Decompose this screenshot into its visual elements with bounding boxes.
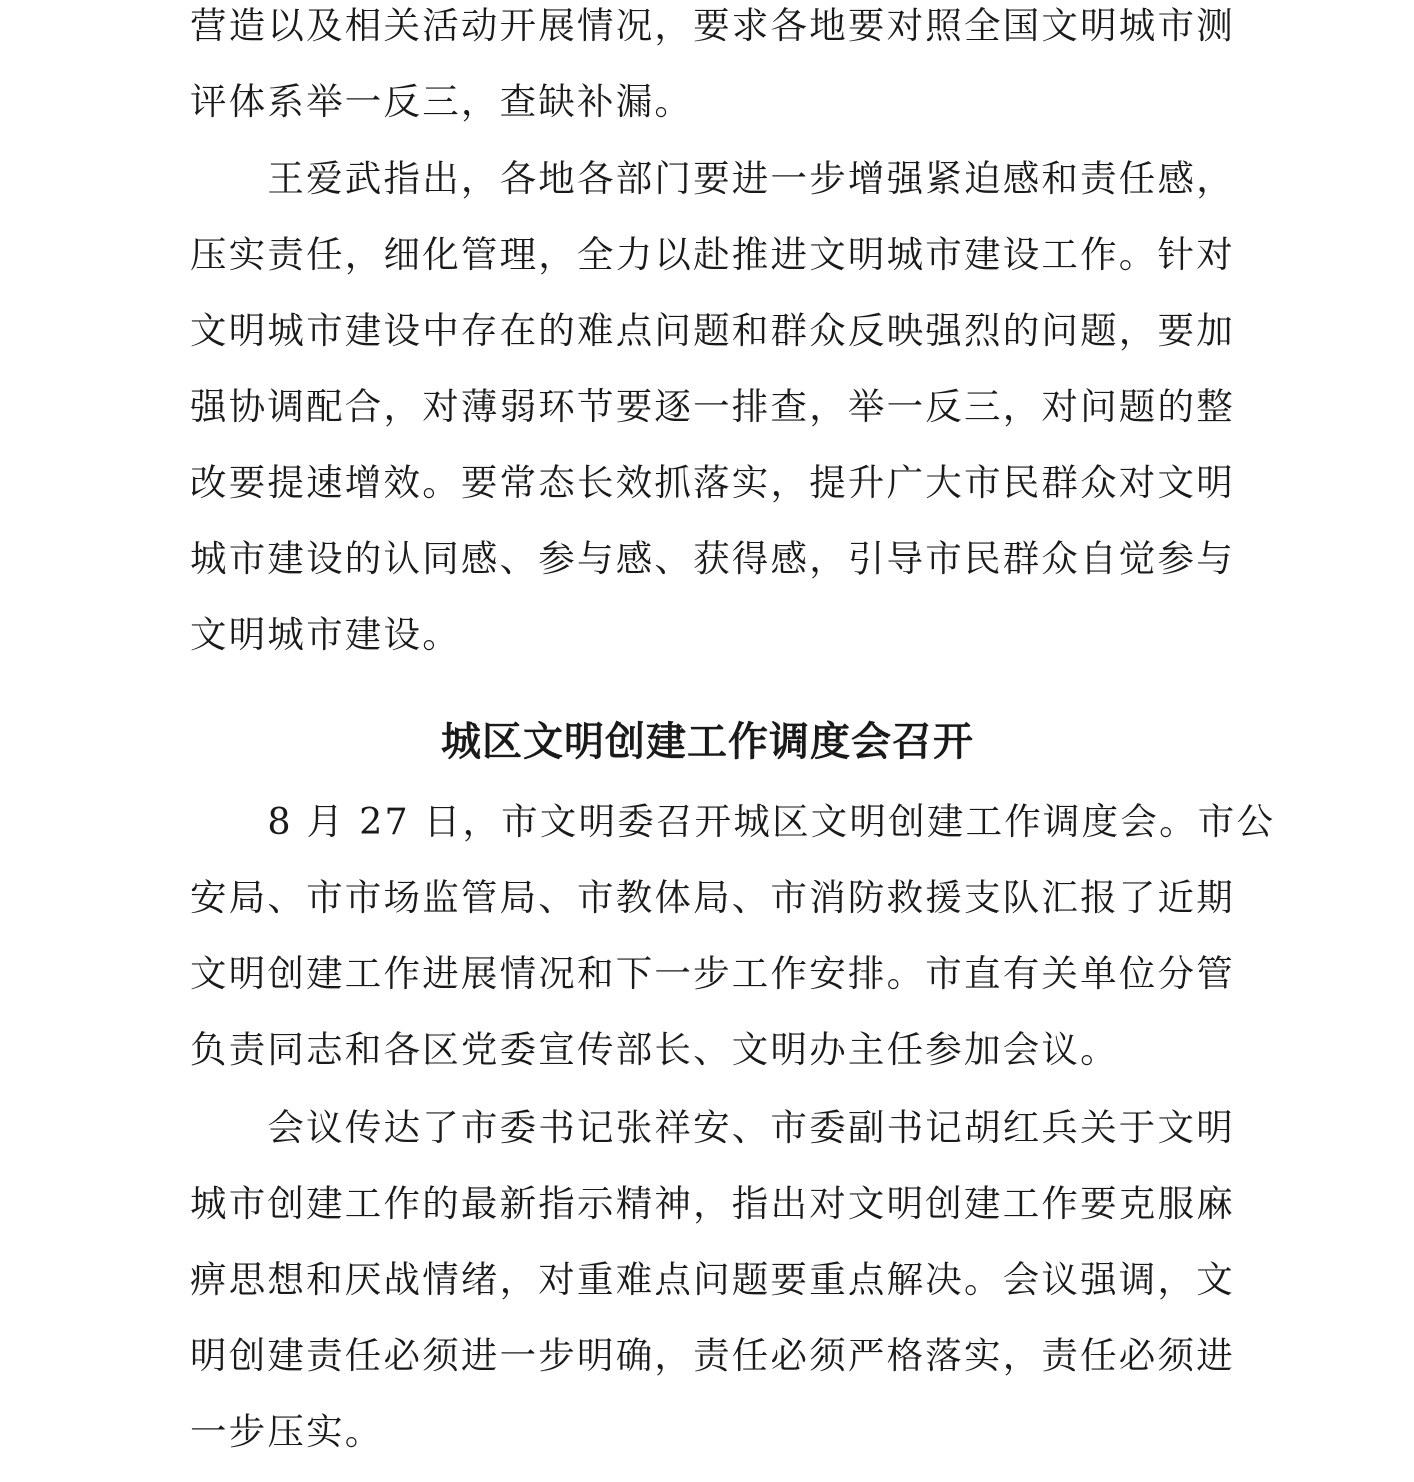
text-line: 痹思想和厌战情绪，对重难点问题要重点解决。会议强调，文 [190, 1258, 1235, 1301]
text-line: 压实责任，细化管理，全力以赴推进文明城市建设工作。针对 [190, 233, 1235, 276]
text-line: 城市创建工作的最新指示精神，指出对文明创建工作要克服麻 [190, 1182, 1235, 1225]
paragraph-meeting [190, 796, 1276, 1100]
text-line: 文明城市建设中存在的难点问题和群众反映强烈的问题，要加 [190, 309, 1235, 352]
text-line: 安局、市市场监管局、市教体局、市消防救援支队汇报了近期 [190, 876, 1235, 919]
text-line: 营造以及相关活动开展情况，要求各地要对照全国文明城市测 [190, 4, 1235, 47]
text-line: 会议传达了市委书记张祥安、市委副书记胡红兵关于文明 [190, 1106, 1235, 1149]
text-line: 明创建责任必须进一步明确，责任必须严格落实，责任必须进 [190, 1334, 1235, 1377]
text-line: 8 月 27 日，市文明委召开城区文明创建工作调度会。市公 [190, 800, 1276, 843]
paragraph-continued [190, 0, 1235, 152]
text-line: 评体系举一反三，查缺补漏。 [190, 80, 694, 123]
paragraph-wang-aiwu [190, 153, 1235, 685]
text-line: 城市建设的认同感、参与感、获得感，引导市民群众自觉参与 [190, 537, 1235, 580]
text-line: 负责同志和各区党委宣传部长、文明办主任参加会议。 [190, 1028, 1119, 1071]
section-title: 城区文明创建工作调度会召开 [441, 718, 974, 765]
text-line: 强协调配合，对薄弱环节要逐一排查，举一反三，对问题的整 [190, 385, 1235, 428]
text-line: 王爱武指出，各地各部门要进一步增强紧迫感和责任感， [190, 157, 1235, 200]
text-line: 文明创建工作进展情况和下一步工作安排。市直有关单位分管 [190, 952, 1235, 995]
text-line: 文明城市建设。 [190, 613, 461, 656]
paragraph-instructions [190, 1102, 1235, 1482]
text-line: 改要提速增效。要常态长效抓落实，提升广大市民群众对文明 [190, 461, 1235, 504]
text-line: 一步压实。 [190, 1410, 384, 1453]
